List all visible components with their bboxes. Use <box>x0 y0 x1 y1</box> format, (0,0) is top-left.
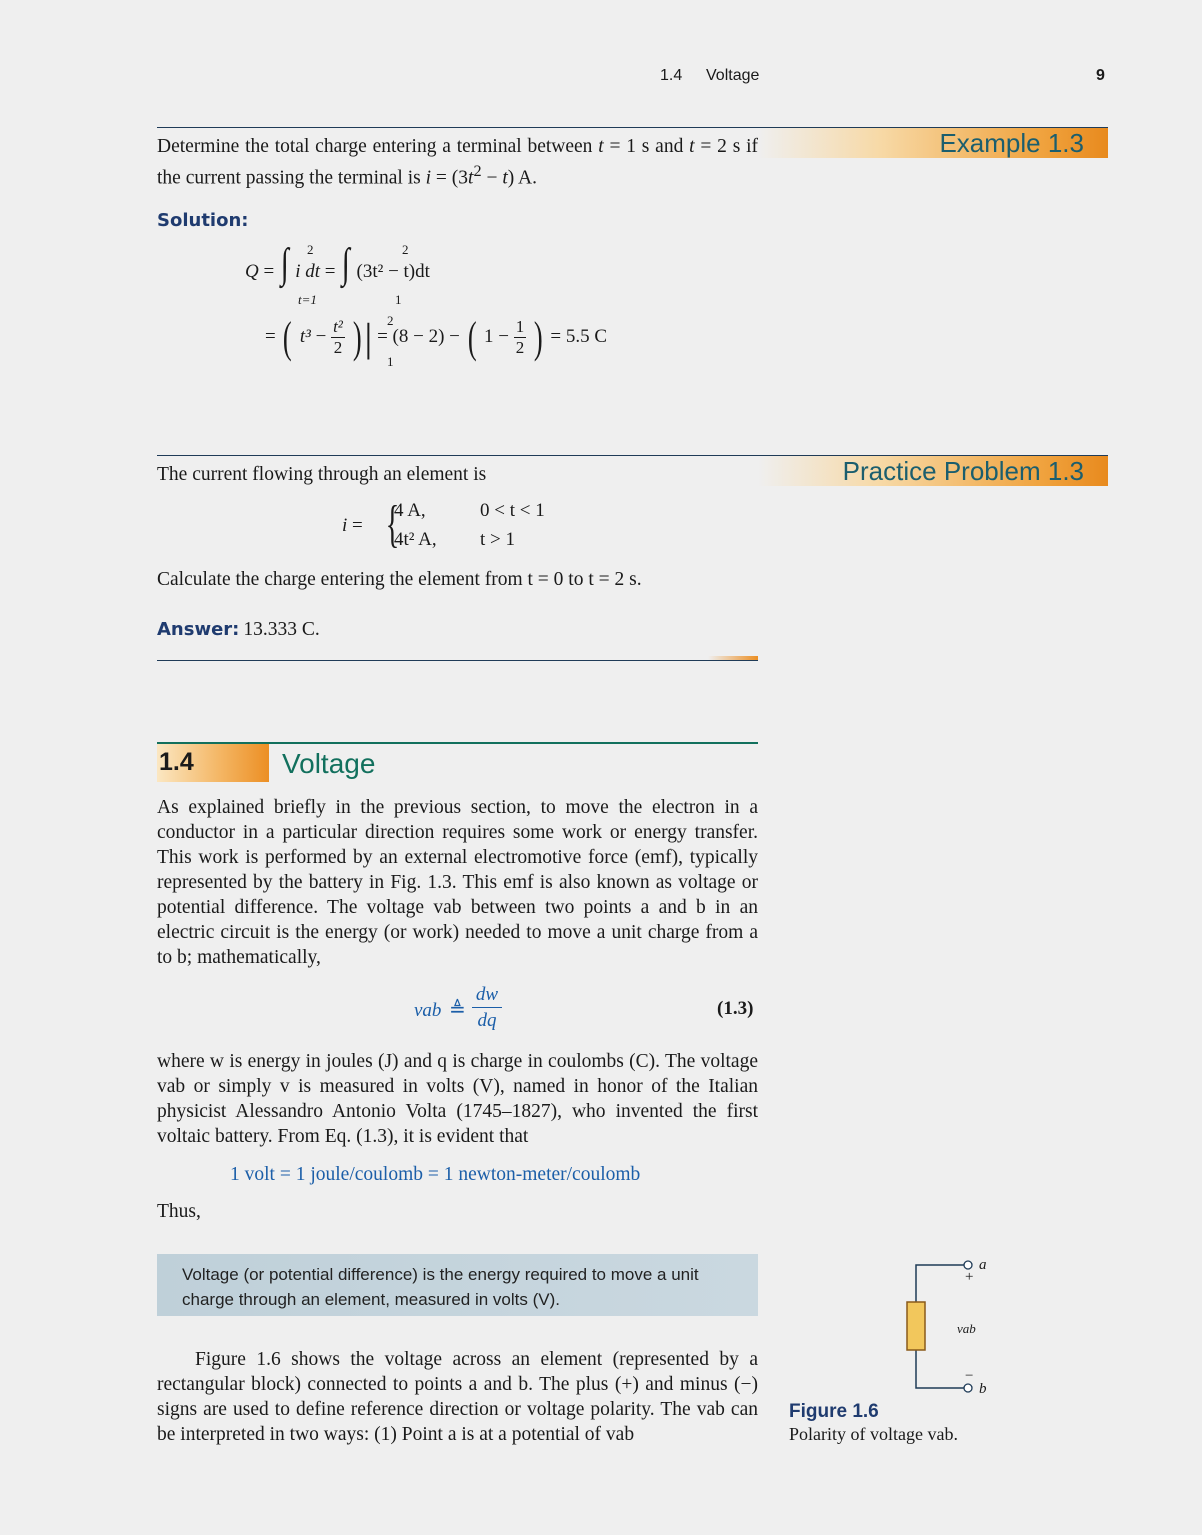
solution-equation-2: = ( t³ − $\frac{\text{t²}}{2}$ )| = (8 − 2) − ( 1 − $\frac{1}{2}$ ) = 5.5 C <box>265 313 608 362</box>
piecewise-case1-condition: 0 < t < 1 <box>480 500 545 521</box>
solution-label: Solution: <box>157 210 249 231</box>
eq2-t-cubed: t³ <box>299 325 311 347</box>
left-paren: ( <box>283 313 293 362</box>
answer-value: 13.333 C. <box>243 619 320 640</box>
eq2-final: = 5.5 C <box>550 325 608 347</box>
practice-intro: The current flowing through an element is <box>157 464 487 485</box>
running-header-title: Voltage <box>706 67 760 84</box>
plus-sign: + <box>965 1269 974 1285</box>
eq2-result-part: = (8 − 2) − <box>377 325 460 347</box>
piecewise-case2-condition: t > 1 <box>480 529 515 550</box>
eq13-numerator: dw <box>472 983 502 1008</box>
eq1-lower-limit-1: t=1 <box>298 292 317 307</box>
piecewise-case1-value: 4 A, <box>394 500 426 521</box>
unit-equation: 1 volt = 1 joule/coulomb = 1 newton-meter/coulomb <box>230 1164 641 1185</box>
integral-sign-2: ∫ <box>341 241 351 287</box>
eq1-i-dt: i dt <box>295 261 321 282</box>
eq2-fraction-half: $\frac{1}{2}$ <box>515 317 525 357</box>
eq13-denominator: dq <box>477 1010 497 1031</box>
eq2-eval-lower: 1 <box>387 354 394 369</box>
section-paragraph-1: As explained briefly in the previous section, to move the electron in a conductor in a particular direction requires some work or energy transfer. This work is performed by an external electromotive force (emf), typically represented by the battery in Fig. 1.3. This emf is also known as voltage or potential difference. The voltage vab between two points a and b in an electric circuit is the energy (or work) needed to move a unit charge from a to b; mathematically, <box>157 797 758 968</box>
voltage-label: vab <box>957 1321 976 1336</box>
eq1-upper-limit-2: 2 <box>402 242 409 257</box>
section-paragraph-2: where w is energy in joules (J) and q is charge in coulombs (C). The voltage vab or simply v is measured in volts (V), named in honor of the Italian physicist Alessandro Antonio Volta (1745–1827), who invented the first voltaic battery. From Eq. (1.3), it is evident that <box>157 1051 758 1147</box>
right-paren: ) <box>352 313 362 362</box>
eq2-fraction-t2-over-2: $\frac{\text{t²}}{2}$ <box>333 317 343 357</box>
eq13-fraction <box>472 983 502 1034</box>
integral-sign-1: ∫ <box>280 241 289 287</box>
practice-question: Calculate the charge entering the element from t = 0 to t = 2 s. <box>157 569 642 590</box>
practice-bottom-accent <box>708 656 758 660</box>
eq2-eval-upper: 2 <box>387 313 394 328</box>
figure-caption: Polarity of voltage vab. <box>789 1424 958 1444</box>
thus-text: Thus, <box>157 1201 201 1222</box>
left-paren-2: ( <box>467 313 477 362</box>
eq13-lhs: vab <box>414 1000 442 1021</box>
running-header-section: 1.4 <box>660 67 683 84</box>
piecewise-lhs: i = <box>342 515 363 536</box>
figure-voltage-polarity <box>890 1250 1000 1400</box>
practice-answer <box>157 617 320 642</box>
terminal-a <box>964 1261 972 1269</box>
terminal-b <box>964 1384 972 1392</box>
example-tab: Example 1.3 <box>758 128 1108 158</box>
eq1-lower-limit-2: 1 <box>395 292 402 307</box>
minus-sign: − <box>965 1368 974 1384</box>
page-number: 9 <box>1096 67 1105 84</box>
piecewise-brace: { <box>385 496 400 553</box>
node-b-label: b <box>979 1381 987 1397</box>
node-a-label: a <box>979 1257 987 1273</box>
wire-bottom <box>916 1350 964 1388</box>
practice-tab: Practice Problem 1.3 <box>758 456 1108 486</box>
piecewise-case2-value: 4t² A, <box>394 529 437 550</box>
wire-top <box>916 1265 964 1302</box>
example-problem-text: Determine the total charge entering a terminal between t = 1 s and t = 2 s if the current passing the terminal is $i = (3t^2 - t)$ A. <box>157 136 758 189</box>
section-title: Voltage <box>282 748 376 779</box>
right-paren-2: ) <box>533 313 543 362</box>
eq13-defined-as: ≜ <box>449 999 466 1021</box>
definition-box: Voltage (or potential difference) is the energy required to move a unit charge through an element, measured in volts (V). <box>157 1254 758 1316</box>
section-paragraph-3: Figure 1.6 shows the voltage across an element (represented by a rectangular block) connected to points a and b. The plus (+) and minus (−) signs are used to define reference direction or voltage polarity. The vab can be interpreted in two ways: (1) Point a is at a potential of vab <box>157 1349 758 1445</box>
figure-label: Figure 1.6 <box>789 1401 879 1422</box>
circuit-element <box>907 1302 925 1350</box>
eq1-upper-limit-1: 2 <box>307 242 314 257</box>
eq1-integrand: (3t² − t)dt <box>356 261 430 282</box>
section-number: 1.4 <box>159 748 194 776</box>
answer-label: Answer: <box>157 619 240 640</box>
eq1-lhs: Q <box>245 261 259 282</box>
eq13-number: (1.3) <box>717 998 754 1019</box>
solution-equation-1: Q = ∫ i dt = ∫ (3t² − t)dt <box>245 241 430 287</box>
eq2-one-minus: 1 − <box>484 325 510 347</box>
practice-bottom-rule <box>157 660 758 661</box>
